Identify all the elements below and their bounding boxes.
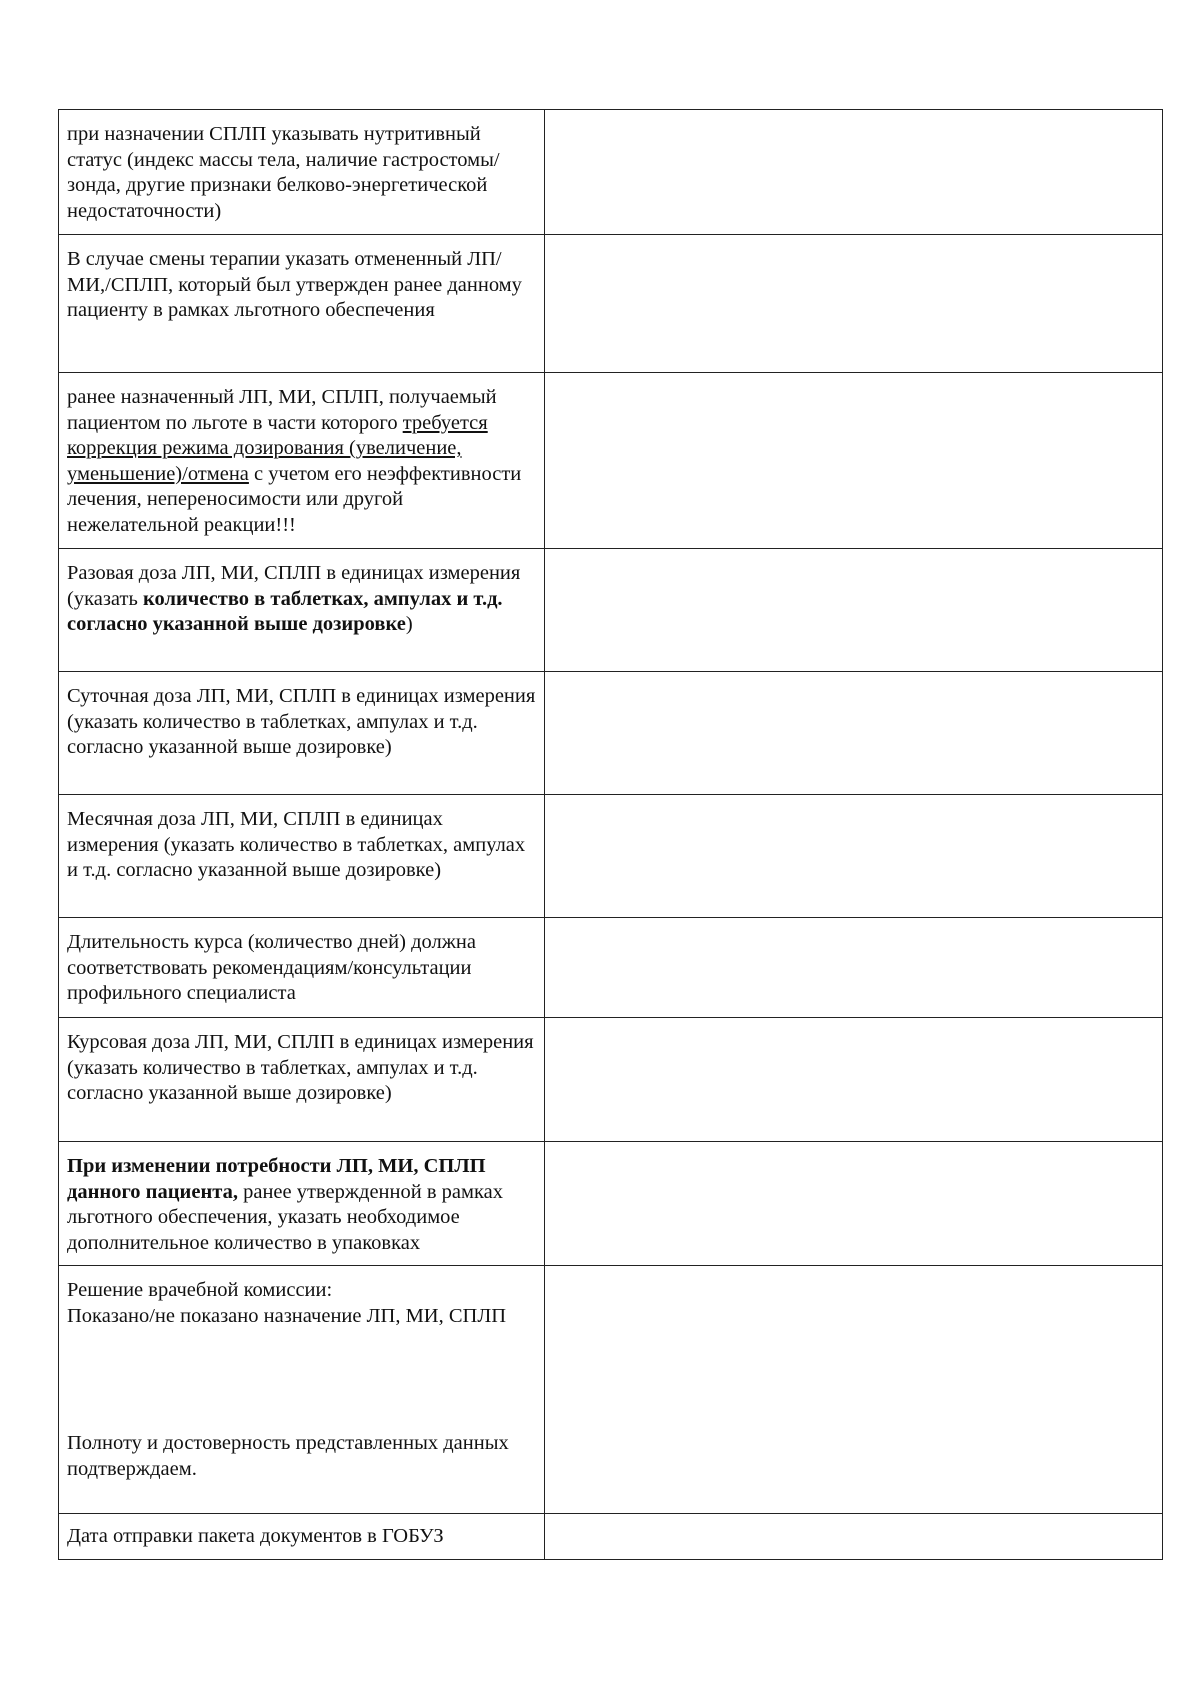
row-label bbox=[59, 1142, 545, 1266]
row-label bbox=[59, 1514, 545, 1560]
table-row bbox=[59, 1514, 1163, 1560]
row-label bbox=[59, 918, 545, 1018]
label-text: Длительность курса (количество дней) должна соответствовать рекомендациям/консультации профильного специалиста bbox=[67, 931, 476, 1004]
row-value-cell[interactable] bbox=[545, 1514, 1163, 1560]
table-row bbox=[59, 110, 1163, 235]
label-text: Курсовая доза ЛП, МИ, СПЛП в единицах измерения (указать количество в таблетках, ампулах и т.д. согласно указанной выше дозировке) bbox=[67, 1031, 534, 1104]
label-text: ) bbox=[405, 613, 413, 635]
table-row bbox=[59, 1018, 1163, 1142]
commission-decision: Показано/не показано назначение ЛП, МИ, СПЛП bbox=[67, 1304, 507, 1327]
table-row bbox=[59, 918, 1163, 1018]
signature-space bbox=[67, 1329, 536, 1431]
form-table bbox=[58, 109, 1163, 1560]
row-value-cell[interactable] bbox=[545, 110, 1163, 235]
row-value-cell[interactable] bbox=[545, 235, 1163, 373]
label-text: Суточная доза ЛП, МИ, СПЛП в единицах измерения (указать количество в таблетках, ампулах и т.д. согласно указанной выше дозировке) bbox=[67, 685, 536, 758]
table-row bbox=[59, 795, 1163, 918]
confirmation-text: Полноту и достоверность представленных данных подтверждаем. bbox=[67, 1432, 509, 1480]
table-row bbox=[59, 549, 1163, 672]
row-label bbox=[59, 235, 545, 373]
label-text: Месячная доза ЛП, МИ, СПЛП в единицах измерения (указать количество в таблетках, ампулах и т.д. согласно указанной выше дозировке) bbox=[67, 808, 526, 881]
label-text: Разовая доза ЛП, МИ, СПЛП в единицах измерения (указать bbox=[67, 562, 521, 610]
table-row bbox=[59, 672, 1163, 795]
row-value-cell[interactable] bbox=[545, 795, 1163, 918]
row-label bbox=[59, 795, 545, 918]
label-text: с учетом его неэффективности лечения, непереносимости или другой нежелательной реакции!!! bbox=[67, 462, 522, 536]
row-label bbox=[59, 672, 545, 795]
row-value-cell[interactable] bbox=[545, 373, 1163, 549]
row-label bbox=[59, 549, 545, 672]
row-value-cell[interactable] bbox=[545, 1142, 1163, 1266]
row-value-cell[interactable] bbox=[545, 549, 1163, 672]
row-label bbox=[59, 373, 545, 549]
label-text: ранее утвержденной в рамках льготного обеспечения, указать необходимое дополнительное количество в упаковках bbox=[67, 1180, 503, 1254]
label-text: Дата отправки пакета документов в ГОБУЗ bbox=[67, 1525, 444, 1547]
bold-text: количество в таблетках, ампулах и т.д. согласно указанной выше дозировке bbox=[67, 587, 503, 635]
row-value-cell[interactable] bbox=[545, 1018, 1163, 1142]
table-row bbox=[59, 373, 1163, 549]
label-text: ранее назначенный ЛП, МИ, СПЛП, получаемый пациентом по льготе в части которого bbox=[67, 386, 497, 434]
commission-heading: Решение врачебной комиссии: bbox=[67, 1279, 333, 1301]
row-value-cell[interactable] bbox=[545, 918, 1163, 1018]
row-label bbox=[59, 1266, 545, 1514]
row-value-cell[interactable] bbox=[545, 672, 1163, 795]
table-row bbox=[59, 235, 1163, 373]
label-text: В случае смены терапии указать отмененный ЛП/ МИ,/СПЛП, который был утвержден ранее данному пациенту в рамках льготного обеспечения bbox=[67, 248, 522, 321]
underlined-text: требуется коррекция режима дозирования (увеличение, уменьшение)/отмена bbox=[67, 411, 488, 485]
row-label bbox=[59, 110, 545, 235]
row-label bbox=[59, 1018, 545, 1142]
table-row bbox=[59, 1266, 1163, 1514]
label-text: при назначении СПЛП указывать нутритивный статус (индекс массы тела, наличие гастростомы/зонда, другие признаки белково-энергетической недостаточности) bbox=[67, 123, 500, 222]
table-row bbox=[59, 1142, 1163, 1266]
row-value-cell[interactable] bbox=[545, 1266, 1163, 1514]
bold-text: При изменении потребности ЛП, МИ, СПЛП данного пациента, bbox=[67, 1155, 486, 1203]
